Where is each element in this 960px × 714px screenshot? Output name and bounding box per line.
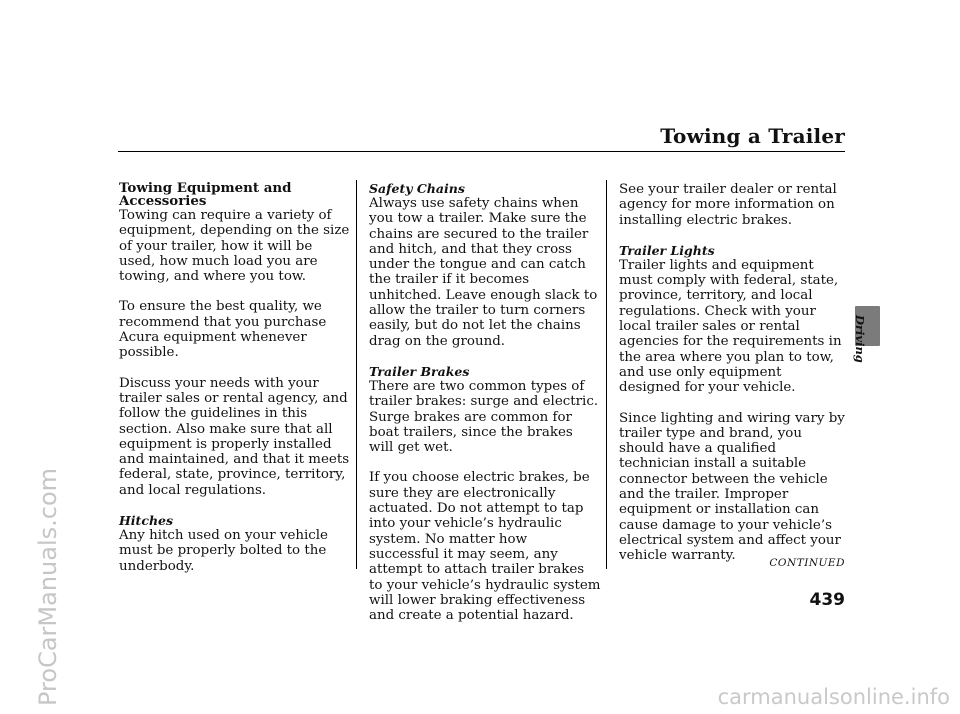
header-rule bbox=[118, 151, 845, 152]
paragraph: Trailer lights and equipment must comply with federal, state, province, territory, and local regulations. Check with your local trailer sales or rental agencies for the requirements in the area where you plan to tow, and use only equipment designed for your vehicle. bbox=[619, 257, 842, 396]
paragraph: Always use safety chains when you tow a trailer. Make sure the chains are secured to the trailer and hitch, and that they cross under the tongue and can catch the trailer if it becomes unhitched. Leave enough slack to allow the trailer to turn corners easily, but do not let the chains drag on the ground. bbox=[369, 196, 598, 349]
watermark-side bbox=[0, 0, 62, 714]
paragraph-gap bbox=[119, 361, 351, 376]
column-right bbox=[619, 182, 845, 564]
subheading-hitches: Hitches bbox=[119, 513, 174, 529]
paragraph: Since lighting and wiring vary by trailer type and brand, you should have a qualified technician install a suitable connector between the vehicle and the trailer. Improper equipment or installation can cause damage to your vehicle’s electrical system and affect your vehicle warranty. bbox=[619, 410, 845, 564]
paragraph: If you choose electric brakes, be sure they are electronically actuated. Do not attempt to tap into your vehicle’s hydraulic system. No matter how successful it may seem, any attempt to attach trailer brakes to your vehicle’s hydraulic system will lower braking effectiveness and create a potential hazard. bbox=[369, 470, 601, 624]
paragraph: See your trailer dealer or rental agency for more information on installing electric brakes. bbox=[619, 182, 837, 228]
section-tab-label: Driving bbox=[853, 315, 867, 363]
paragraph: Any hitch used on your vehicle must be properly bolted to the underbody. bbox=[119, 528, 328, 574]
page-title: Towing a Trailer bbox=[660, 124, 845, 148]
paragraph: Towing can require a variety of equipment, depending on the size of your trailer, how it will be used, how much load you are towing, and where you tow. bbox=[119, 208, 350, 285]
page-number: 439 bbox=[809, 590, 845, 610]
paragraph: Discuss your needs with your trailer sales or rental agency, and follow the guidelines in this section. Also make sure that all equipment is properly installed and maintained, and that it meets federal, state, province, territory, and local regulations. bbox=[119, 375, 350, 498]
paragraph-gap bbox=[619, 396, 845, 411]
section-heading-line1: Towing Equipment and bbox=[119, 180, 292, 196]
continued-label: CONTINUED bbox=[769, 557, 845, 569]
column-middle bbox=[369, 182, 601, 623]
paragraph-gap bbox=[119, 498, 351, 513]
paragraph-gap bbox=[369, 349, 601, 364]
paragraph: There are two common types of trailer brakes: surge and electric. Surge brakes are common for boat trailers, since the brakes will get wet. bbox=[369, 378, 599, 456]
subheading-trailer-lights: Trailer Lights bbox=[619, 242, 715, 258]
section-heading-line2: Accessories bbox=[119, 193, 207, 209]
subheading-trailer-brakes: Trailer Brakes bbox=[369, 363, 470, 379]
watermark-side-text: ProCarManuals.com bbox=[34, 467, 62, 706]
paragraph-gap bbox=[619, 228, 845, 243]
paragraph-gap bbox=[369, 455, 601, 470]
paragraph-gap bbox=[119, 284, 351, 299]
column-left bbox=[119, 182, 351, 574]
subheading-safety-chains: Safety Chains bbox=[369, 181, 465, 196]
column-divider-left bbox=[356, 180, 357, 569]
watermark-bottom: carmanualsonline.info bbox=[717, 685, 950, 709]
paragraph: To ensure the best quality, we recommend that you purchase Acura equipment whenever possible. bbox=[119, 299, 327, 361]
column-divider-right bbox=[606, 180, 607, 569]
